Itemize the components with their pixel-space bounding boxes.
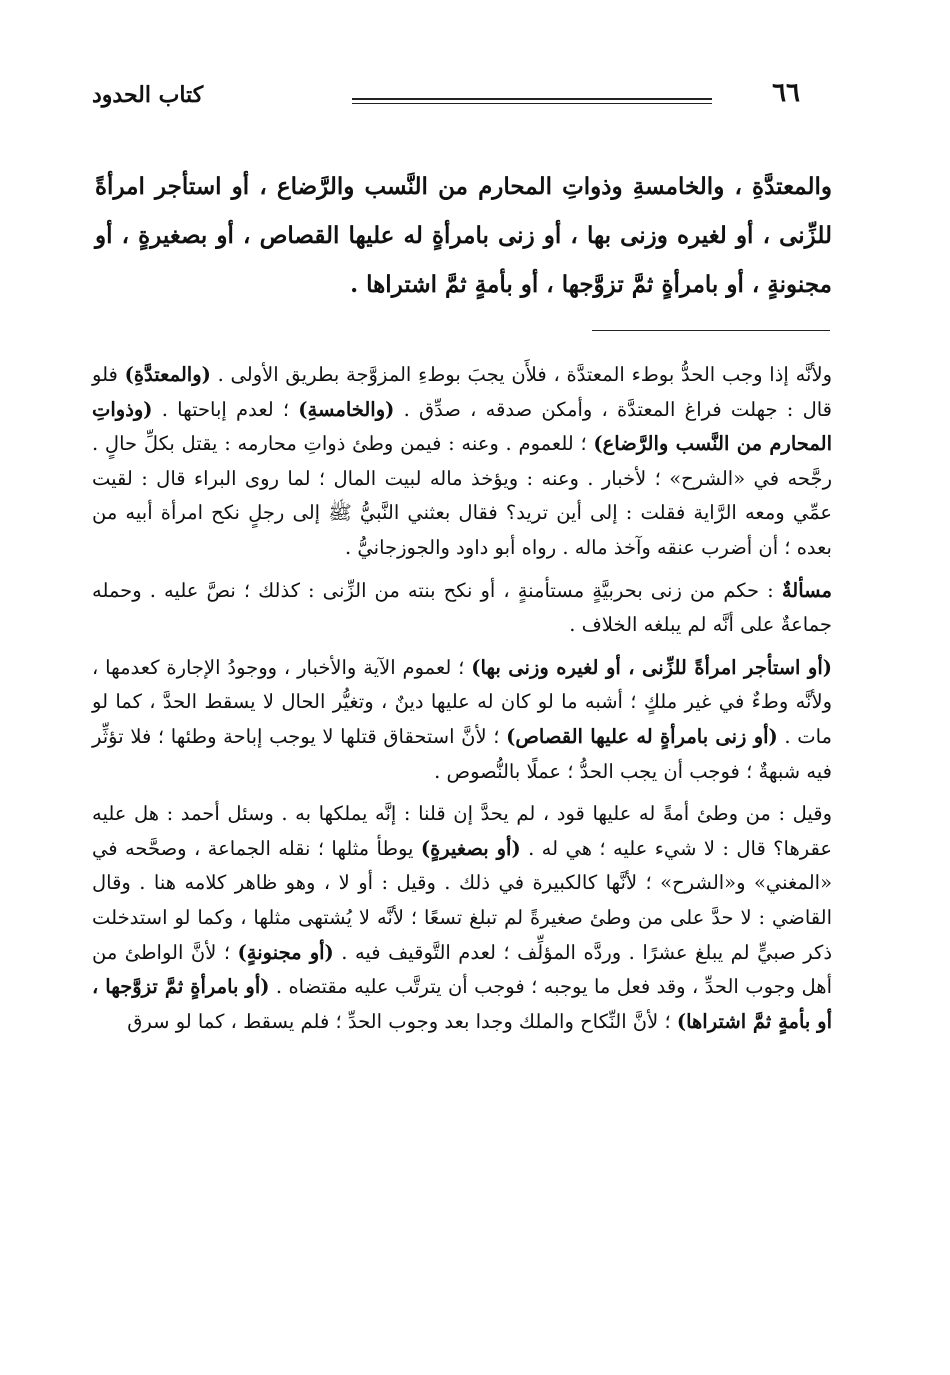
commentary-text: ؛ لأنَّ استحقاق قتلها لا يوجب إباحة وطئها ؛ فلا تؤثِّر فيه شبهةٌ ؛ فوجب أن يجب الحدُّ ؛ عملًا بالنُّصوص . <box>92 724 832 783</box>
quoted-matn: (أو زنى بامرأةٍ له عليها القصاص) <box>506 724 778 748</box>
quoted-matn: (أو بصغيرةٍ) <box>420 836 521 860</box>
quoted-matn: (أو بامرأةٍ ثمَّ تزوَّجها ، أو بأمةٍ ثمَّ اشتراها) <box>92 975 832 1033</box>
quoted-matn: (أو استأجر امرأةً للزِّنى ، أو لغيره وزنى بها) <box>471 655 832 679</box>
quoted-matn: (والمعتدَّةِ) <box>124 363 211 386</box>
quoted-matn: (أو مجنونةٍ) <box>237 940 334 964</box>
commentary-text: : حكم من زنى بحربيَّةٍ مستأمنةٍ ، أو نكح بنته من الزِّنى : كذلك ؛ نصَّ عليه . وحمله جماعةٌ على أنَّه لم يبلغه الخلاف . <box>92 578 832 637</box>
commentary-text: يوطأ مثلها ؛ نقله الجماعة ، وصحَّحه في «المغني» و«الشرح» ؛ لأنَّها كالكبيرة في ذلك . وقيل : أو لا ، وهو ظاهر كلامه هنا . وقال القاضي : لا حدَّ على من وطئ صغيرةً لم تبلغ تسعًا ؛ لأنَّه لا يُشتهى مثلها ، وكما لو استدخلت ذكر صبيٍّ لم يبلغ عشرًا . وردَّه المؤلِّف ؛ لعدم التَّوقيف فيه . <box>92 836 832 964</box>
header-rule <box>352 98 712 104</box>
commentary-text: ؛ لأنَّ النِّكاح والملك وجدا بعد وجوب الحدِّ ؛ فلم يسقط ، كما لو سرق <box>127 1009 677 1033</box>
commentary-paragraph <box>92 797 832 1039</box>
page-header <box>88 78 862 118</box>
footnote-separator <box>592 330 830 331</box>
commentary-text: ؛ للعموم . وعنه : فيمن وطئ ذواتِ محارمه : يقتل بكلِّ حالٍ . رجَّحه في «الشرح» ؛ لأخبار . وعنه : ويؤخذ ماله لبيت المال ؛ لما روى البراء قال : لقيت عمِّي ومعه الرَّاية فقلت : إلى أين تريد؟ فقال بعثني النَّبيُّ ﷺ إلى رجلٍ نكح امرأة أبيه من بعده ؛ أن أضرب عنقه وآخذ ماله . رواه أبو داود والجوزجانيُّ . <box>92 432 832 559</box>
commentary-text: فلو قال : جهلت فراغ المعتدَّة ، وأمكن صدقه ، صدِّق . <box>92 363 832 421</box>
main-text <box>95 162 832 309</box>
commentary-paragraph <box>92 574 832 643</box>
main-text-paragraph: والمعتدَّةِ ، والخامسةِ وذواتِ المحارم من النَّسب والرَّضاع ، أو استأجر امرأةً للزِّنى ، أو لغيره وزنى بها ، أو زنى بامرأةٍ له عليها القصاص ، أو بصغيرةٍ ، أو مجنونةٍ ، أو بامرأةٍ ثمَّ تزوَّجها ، أو بأمةٍ ثمَّ اشتراها . <box>95 173 832 298</box>
commentary-paragraph <box>92 651 832 789</box>
commentary-text: ؛ لعموم الآية والأخبار ، ووجودُ الإجارة كعدمها ، ولأنَّه وطءٌ في غير ملكٍ ؛ أشبه ما لو كان له عليها دينٌ ، وتغيُّر الحال لا يسقط الحدَّ ، كما لو مات . <box>92 655 832 748</box>
commentary-text: ؛ لعدم إباحتها . <box>152 397 299 421</box>
commentary-text: وقيل : من وطئ أمةً له عليها قود ، لم يحدَّ إن قلنا : إنَّه يملكها به . وسئل أحمد : هل عليه عقرها؟ قال : لا شيء عليه ؛ هي له . <box>92 802 832 860</box>
book-title: كتاب الحدود <box>92 82 204 108</box>
quoted-matn: (والخامسةِ) <box>298 397 395 421</box>
commentary-text: ؛ لأنَّ الواطئ من أهل وجوب الحدِّ ، وقد فعل ما يوجبه ؛ فوجب أن يترتَّب عليه مقتضاه . <box>92 940 832 999</box>
commentary-paragraph <box>92 358 832 566</box>
quoted-matn: مسألةٌ <box>781 578 832 602</box>
page-number: ٦٦ <box>772 78 800 108</box>
commentary-text: ولأنَّه إذا وجب الحدُّ بوطء المعتدَّة ، فلأَن يجبَ بوطءِ المزوَّجة بطريق الأولى . <box>210 363 832 386</box>
quoted-matn: (وذواتِ المحارم من النَّسب والرَّضاع) <box>92 397 832 456</box>
commentary <box>92 358 832 1039</box>
